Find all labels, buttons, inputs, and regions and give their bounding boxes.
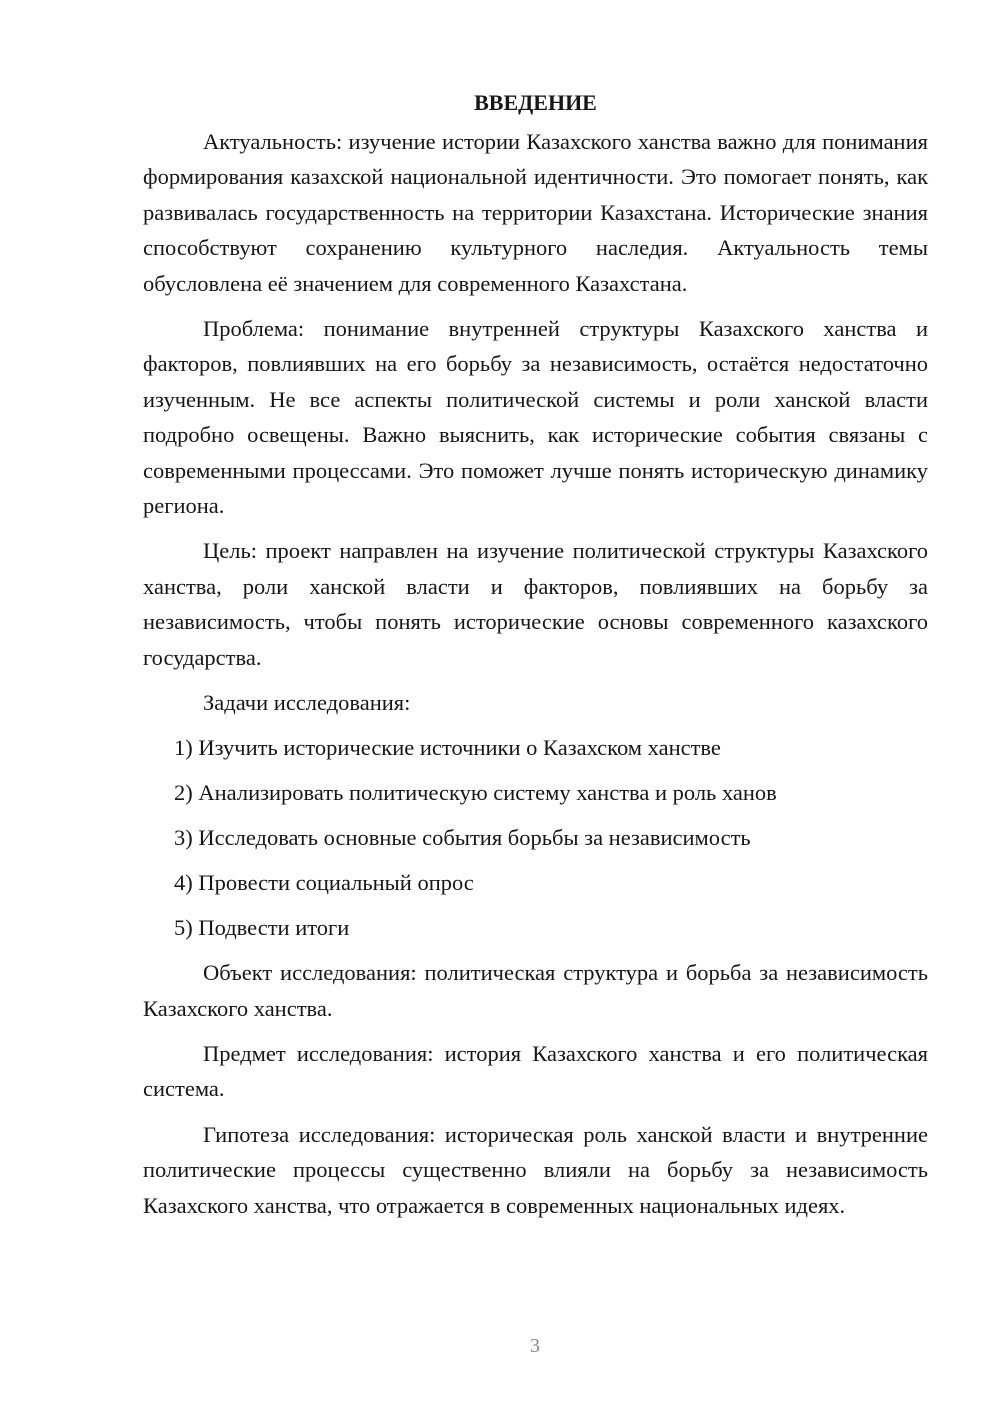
task-item: 3) Исследовать основные события борьбы за независимость <box>174 825 751 851</box>
subject-paragraph: Предмет исследования: история Казахского ханства и его политическая система. <box>143 1040 928 1102</box>
tasks-heading: Задачи исследования: <box>203 690 411 716</box>
problem-paragraph: Проблема: понимание внутренней структуры Казахского ханства и факторов, повлиявших на его борьбу за независимость, остаётся недостаточно изученным. Не все аспекты политической системы и роли ханской власти подробно освещены. Важно выяснить, как исторические события связаны с современными процессами. Это поможет лучше понять историческую динамику региона. <box>143 316 928 519</box>
object-paragraph: Объект исследования: политическая структура и борьба за независимость Казахского ханства. <box>143 960 928 1021</box>
task-item: 2) Анализировать политическую систему ханства и роль ханов <box>174 780 777 806</box>
relevance-paragraph: Актуальность: изучение истории Казахского ханства важно для понимания формирования казахской национальной идентичности. Это помогает понять, как развивалась государственность на территории Казахстана. Исторические знания способствуют сохранению культурного наследия. Актуальность темы обусловлена её значением для современного Казахстана. <box>143 129 928 296</box>
task-item: 5) Подвести итоги <box>174 915 350 941</box>
tasks-list <box>143 730 928 945</box>
hypothesis-paragraph: Гипотеза исследования: историческая роль ханской власти и внутренние политические процессы существенно влияли на борьбу за независимость Казахского ханства, что отражается в современных национальных идеях. <box>143 1121 928 1218</box>
task-item: 4) Провести социальный опрос <box>174 870 474 896</box>
document-page <box>143 88 928 1233</box>
goal-paragraph: Цель: проект направлен на изучение политической структуры Казахского ханства, роли ханской власти и факторов, повлиявших на борьбу за независимость, чтобы понять исторические основы современного казахского государства. <box>143 538 928 670</box>
page-number: 3 <box>530 1335 540 1357</box>
page-title: ВВЕДЕНИЕ <box>474 90 597 115</box>
task-item: 1) Изучить исторические источники о Казахском ханстве <box>174 735 721 761</box>
